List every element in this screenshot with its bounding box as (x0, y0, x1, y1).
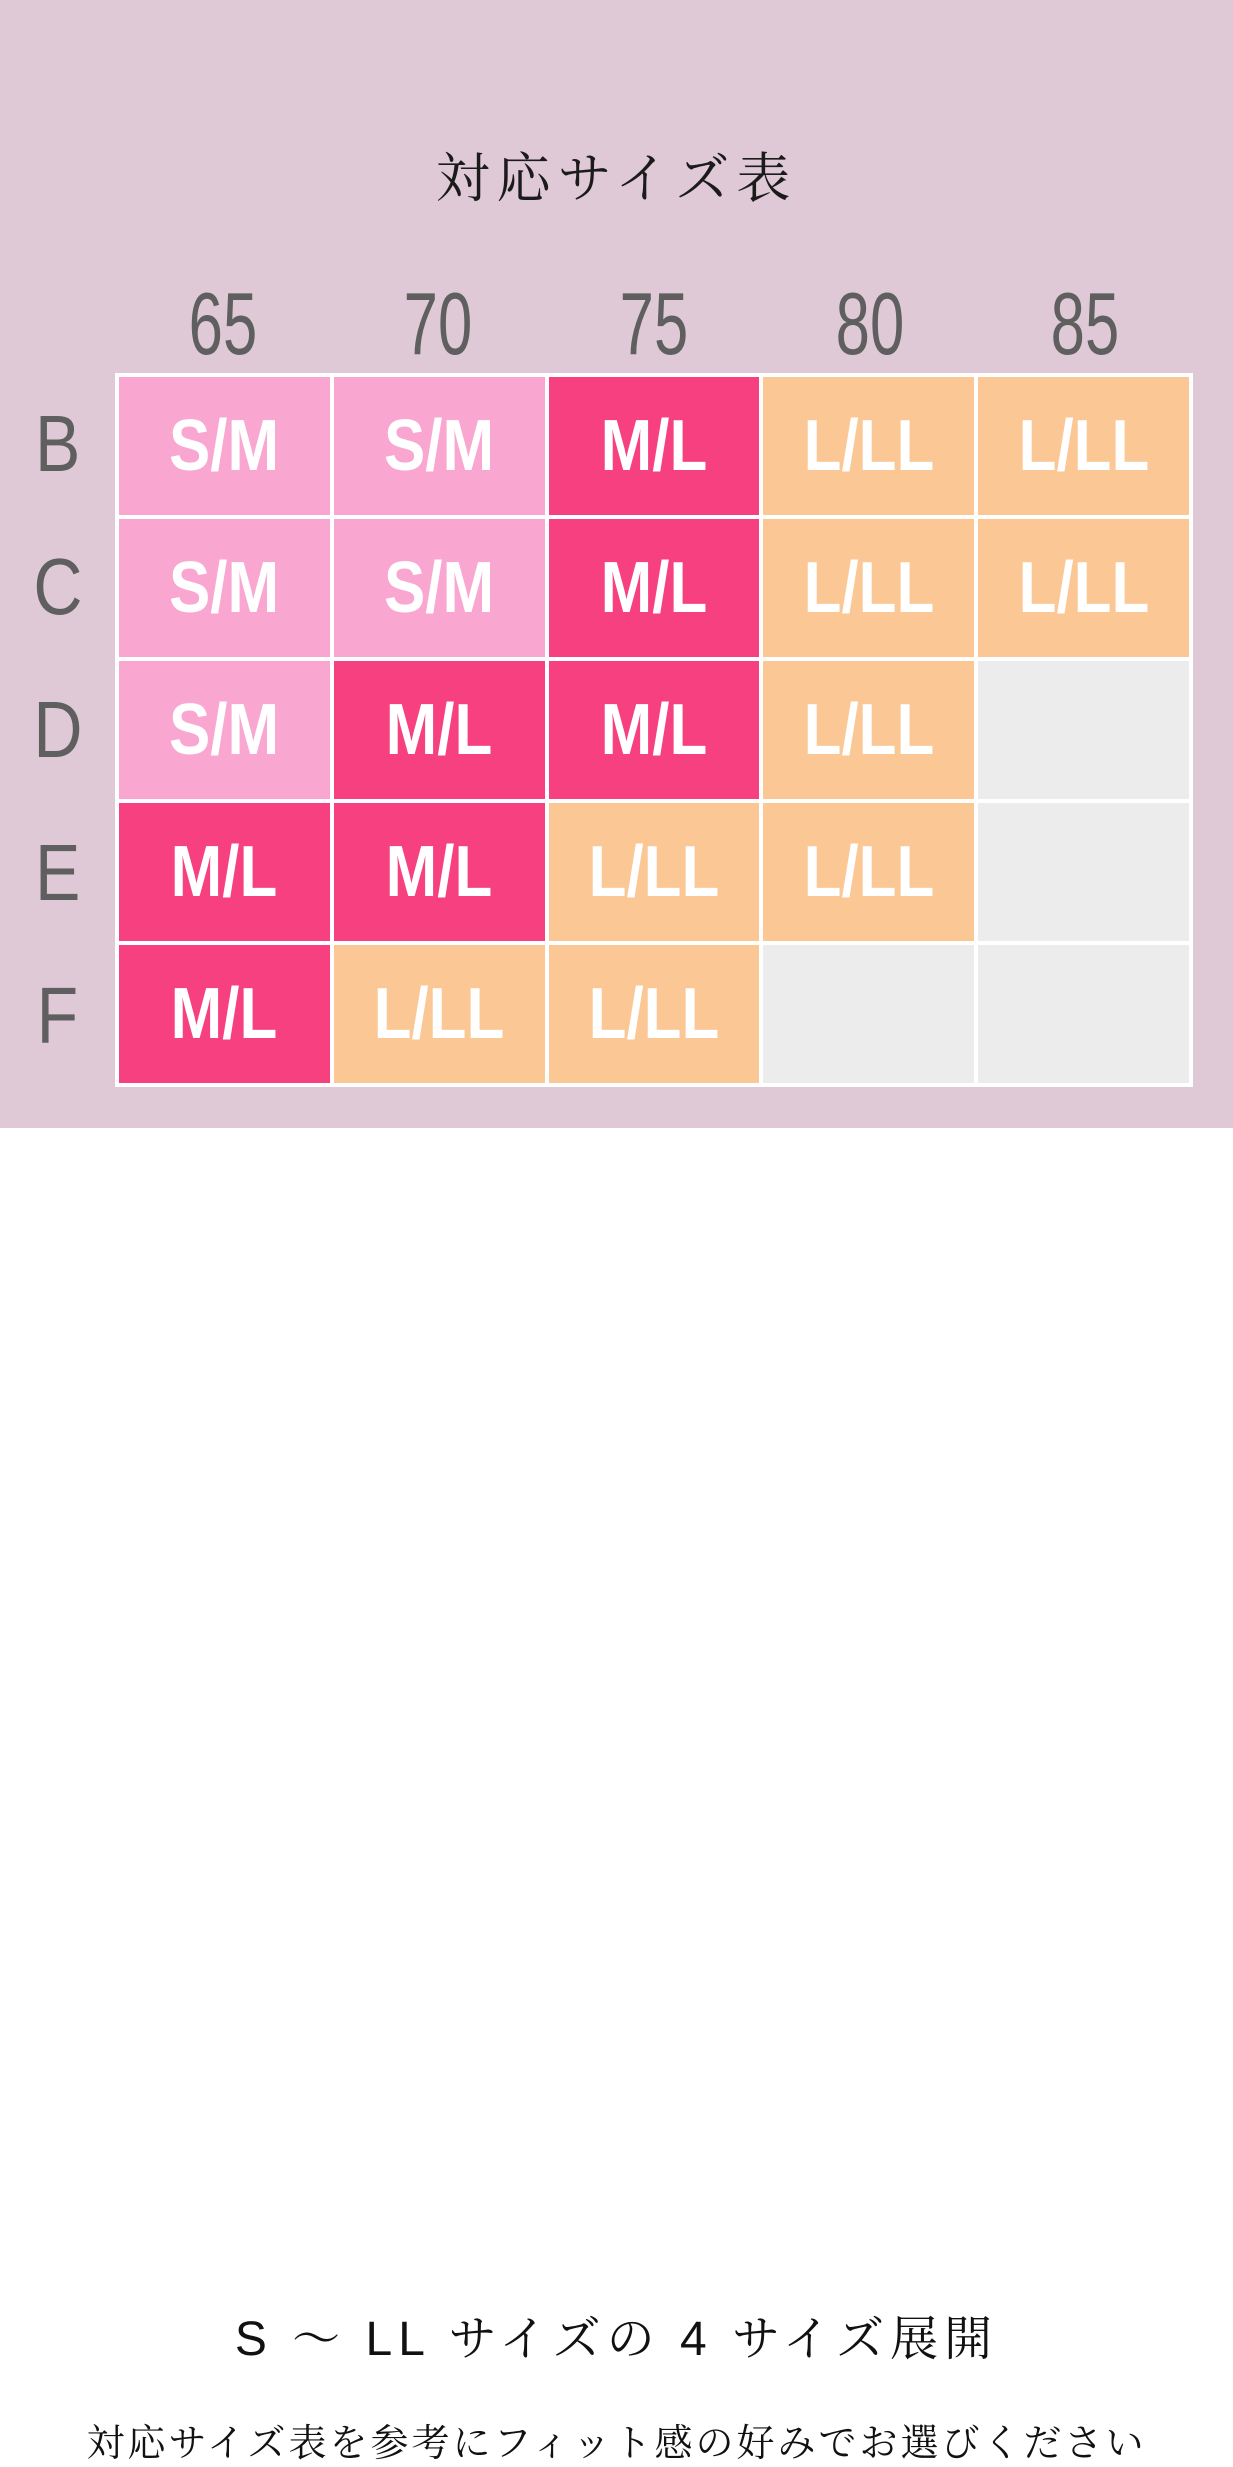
size-cell-E-75: L/LL (549, 803, 760, 941)
size-cell-B-65: S/M (119, 377, 330, 515)
footer-panel (0, 1128, 1233, 2465)
size-cell-D-80: L/LL (763, 661, 974, 799)
size-cell-E-80: L/LL (763, 803, 974, 941)
size-chart-panel (0, 0, 1233, 1128)
size-cell-C-75: M/L (549, 519, 760, 657)
size-cell-F-80 (763, 945, 974, 1083)
size-cell-C-65: S/M (119, 519, 330, 657)
size-cell-F-70: L/LL (334, 945, 545, 1083)
size-range-text: S ～ LL サイズの 4 サイズ展開 (234, 2313, 999, 2366)
size-cell-F-75: L/LL (549, 945, 760, 1083)
size-guide-text: 対応サイズ表を参考にフィット感の好みでお選びください (86, 2423, 1147, 2465)
size-cell-D-75: M/L (549, 661, 760, 799)
size-cell-B-70: S/M (334, 377, 545, 515)
row-header-E: E (34, 827, 81, 917)
row-header-F: F (36, 970, 79, 1060)
column-header-85: 85 (1050, 274, 1120, 373)
size-cell-F-85 (978, 945, 1189, 1083)
size-cell-C-80: L/LL (763, 519, 974, 657)
size-cell-D-70: M/L (334, 661, 545, 799)
size-cell-E-70: M/L (334, 803, 545, 941)
column-headers (115, 274, 1193, 373)
size-cell-B-85: L/LL (978, 377, 1189, 515)
row-header-C: C (32, 542, 83, 632)
column-header-70: 70 (404, 274, 473, 373)
size-cell-F-65: M/L (119, 945, 330, 1083)
size-cell-E-65: M/L (119, 803, 330, 941)
size-cell-E-85 (978, 803, 1189, 941)
row-header-B: B (34, 399, 81, 489)
size-cell-C-85: L/LL (978, 519, 1189, 657)
column-header-80: 80 (835, 274, 904, 373)
page-title: 対応サイズ表 (435, 149, 798, 209)
row-labels (0, 373, 115, 1087)
size-grid (115, 373, 1193, 1087)
size-cell-B-75: M/L (549, 377, 760, 515)
column-header-75: 75 (619, 274, 689, 373)
size-cell-B-80: L/LL (763, 377, 974, 515)
size-cell-D-65: S/M (119, 661, 330, 799)
row-header-D: D (32, 684, 83, 774)
column-header-65: 65 (188, 274, 258, 373)
size-cell-C-70: S/M (334, 519, 545, 657)
size-cell-D-85 (978, 661, 1189, 799)
